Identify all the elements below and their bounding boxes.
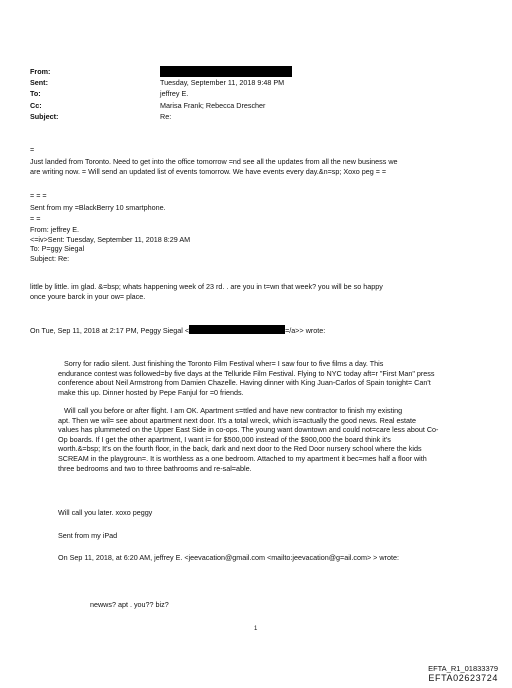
text-line: Will call you before or after flight. I am OK. Apartment s=ttled and have new contractor to finish my existing <box>64 406 403 415</box>
sent-from-blackberry: Sent from my =BlackBerry 10 smartphone. <box>30 203 166 212</box>
sent-from-ipad: Sent from my iPad <box>58 531 118 540</box>
doc-id-secondary: EFTA02623724 <box>428 673 498 683</box>
page-number: 1 <box>254 626 258 632</box>
text-line: once youre barck in your ow= place. <box>30 291 146 301</box>
text-line: Op boards. If I get the other apartment, I want i= for $500,000 instead of the $900,000 the board think it's <box>58 434 391 444</box>
text-line: worth.&=bsp; It's on the fourth floor, in the back, dark and next door to the Red Door nursery school where the kids <box>58 444 422 454</box>
fwd-subject: Subject: Re: <box>30 253 70 263</box>
text-line: endurance contest was followed=by five days at the Telluride Film Festival. Flying to NYC today aft=r "First Man" press <box>58 368 435 378</box>
sent-value: Tuesday, September 11, 2018 9:48 PM <box>160 78 285 87</box>
paragraph-apartment <box>58 406 438 473</box>
subject-label: Subject: <box>30 112 59 121</box>
fwd-to: To: P=ggy Siegal <box>30 244 85 254</box>
paragraph-landed <box>30 157 398 176</box>
fwd-sent: <=iv>Sent: Tuesday, September 11, 2018 8:29 AM <box>30 234 191 244</box>
doc-id-primary: EFTA_R1_01833379 <box>428 664 498 673</box>
equals-line: = = <box>30 214 41 223</box>
on-tue-suffix: =/a>> wrote: <box>285 326 326 335</box>
cc-label: Cc: <box>30 101 42 110</box>
to-label: To: <box>30 89 41 98</box>
forwarded-header <box>30 225 190 263</box>
from-label: From: <box>30 67 51 76</box>
text-line: apt. Then we wil= see about apartment next door. It's a total wreck, which is=actually the good news. Real estate <box>58 415 417 425</box>
paragraph-little-by-little <box>30 282 383 301</box>
newws-line: newws? apt . you?? biz? <box>90 600 169 609</box>
text-line: make this up. Dinner hosted by Pepe Fanjul for =0 friends. <box>58 387 244 397</box>
redaction-bar-from <box>160 66 292 77</box>
to-value: jeffrey E. <box>160 89 189 98</box>
text-line: SCREAM in the playgroun=. It is worthless as a one bedroom. Attached to my apartment it bec=mes half a floor with <box>58 453 427 463</box>
text-line: are writing now. = Will send an updated list of events tomorrow. We have events every day.&n=sp; Xoxo peg = = <box>30 166 387 176</box>
call-later-line: Will call you later. xoxo peggy <box>58 508 153 517</box>
text-line: Just landed from Toronto. Need to get into the office tomorrow =nd see all the updates from all the new business we <box>30 157 398 166</box>
text-line: Sorry for radio silent. Just finishing the Toronto Film Festival wher= I saw four to five films a day. This <box>64 359 384 368</box>
paragraph-toronto <box>58 359 435 397</box>
text-line: three bedrooms and two to three bathrooms and re-sal=able. <box>58 463 252 473</box>
subject-value: Re: <box>160 112 172 121</box>
equals-line: = = = <box>30 191 47 200</box>
text-line: values has plummeted on the Upper East Side in co-ops. The young want downtown and could not=care less about Co- <box>58 425 439 435</box>
text-line: conference about Neil Armstrong from Damien Chazelle. Having dinner with King Juan-Carlos of Spain tonight= Can't <box>58 378 431 388</box>
on-tue-prefix: On Tue, Sep 11, 2018 at 2:17 PM, Peggy Siegal < <box>30 326 190 335</box>
cc-value: Marisa Frank; Rebecca Drescher <box>160 101 266 110</box>
sent-label: Sent: <box>30 78 48 87</box>
equals-line: = <box>30 145 35 154</box>
redaction-bar-email <box>189 325 285 334</box>
on-sep-wrote-line: On Sep 11, 2018, at 6:20 AM, jeffrey E. <jeevacation@gmail.com <mailto:jeevacation@g=ail.com> > wrote: <box>58 553 399 562</box>
on-tue-wrote-line <box>30 325 325 335</box>
text-line: little by little. im glad. &=bsp; whats happening week of 23 rd. . are you in t=wn that week? you will be so happy <box>30 282 383 291</box>
fwd-from: From: jeffrey E. <box>30 225 79 234</box>
